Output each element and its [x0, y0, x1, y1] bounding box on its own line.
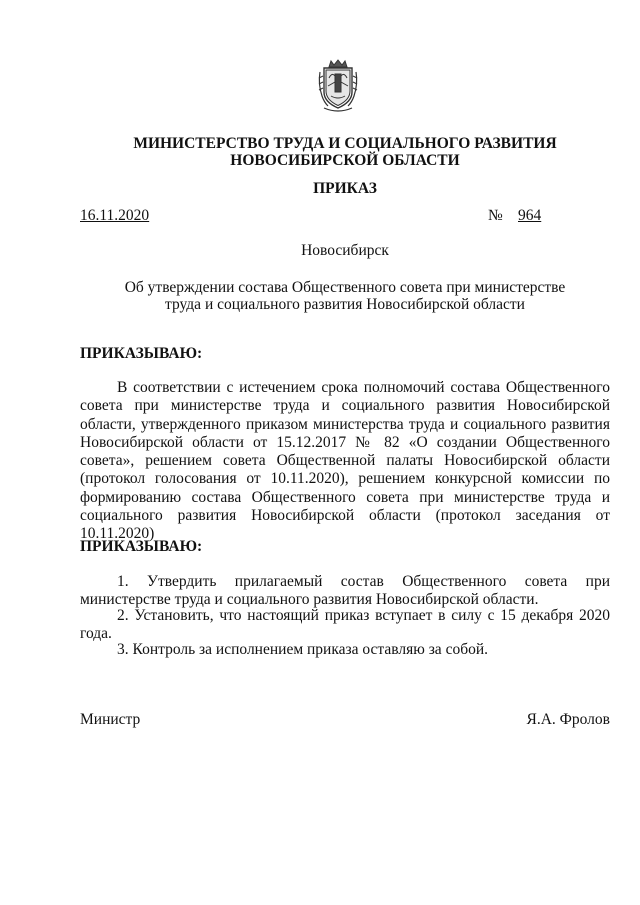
order-item-2: 2. Установить, что настоящий приказ вступает в силу с 15 декабря 2020 года.: [80, 607, 610, 643]
signer-name: Я.А. Фролов: [526, 711, 610, 728]
signer-title: Министр: [80, 711, 141, 728]
ministry-name-line2: НОВОСИБИРСКОЙ ОБЛАСТИ: [230, 152, 460, 169]
order-heading-second: ПРИКАЗЫВАЮ:: [80, 538, 203, 555]
order-item-3: 3. Контроль за исполнением приказа оставляю за собой.: [117, 641, 489, 658]
city-name: Новосибирск: [301, 242, 389, 259]
coat-of-arms-icon: [316, 58, 360, 114]
subject-line2: труда и социального развития Новосибирской области: [165, 296, 525, 313]
subject-line1: Об утверждении состава Общественного совета при министерстве: [124, 279, 566, 296]
document-type-title: ПРИКАЗ: [313, 180, 377, 197]
preamble-paragraph: В соответствии с истечением срока полномочий состава Общественного совета при министерстве труда и социального развития Новосибирской области, утвержденного приказом министерства труда и социального развития Новосибирской области от 15.12.2017 № 82 «О создании Общественного совета», решением совета Общественной палаты Новосибирской области (протокол голосования от 10.11.2020), решением конкурсной комиссии по формированию состава Общественного совета при министерстве труда и социального развития Новосибирской области (протокол заседания от 10.11.2020): [80, 379, 610, 543]
ministry-name-line1: МИНИСТЕРСТВО ТРУДА И СОЦИАЛЬНОГО РАЗВИТИЯ: [133, 135, 557, 152]
order-heading-first: ПРИКАЗЫВАЮ:: [80, 345, 203, 362]
order-item-1: 1. Утвердить прилагаемый состав Общественного совета при министерстве труда и социального развития Новосибирской области.: [80, 573, 610, 609]
order-date: 16.11.2020: [80, 207, 150, 224]
number-sign: №: [488, 207, 503, 224]
order-number: 964: [518, 207, 542, 224]
